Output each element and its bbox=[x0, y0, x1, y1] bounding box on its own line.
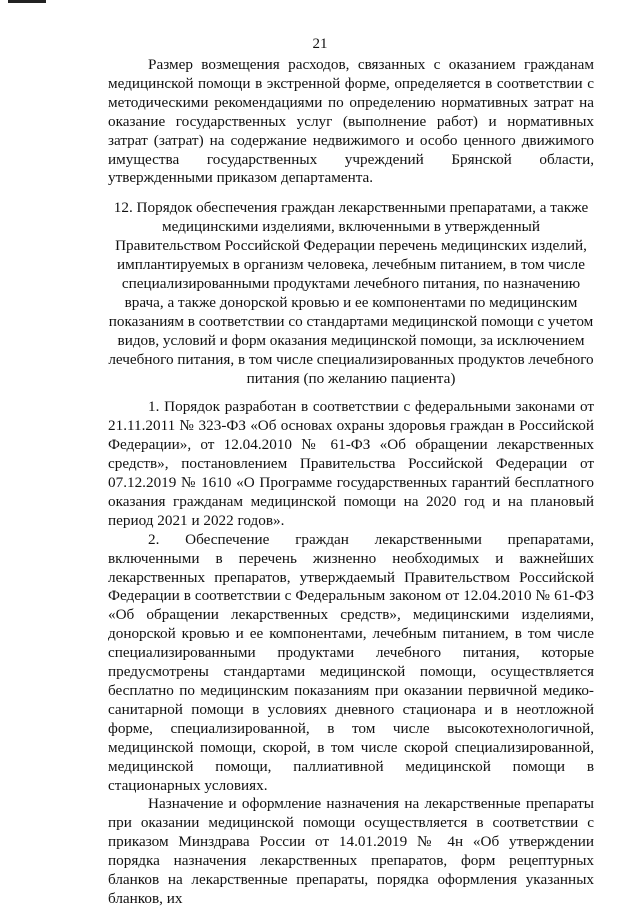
paragraph-2-provision: 2. Обеспечение граждан лекарственными препаратами, включенными в перечень жизненно необходимых и важнейших лекарственных препаратов, утверждаемый Правительством Российской Федерации в соответствии с Федеральным законом от 12.04.2010 № 61-ФЗ «Об обращении лекарственных средств», медицинскими изделиями, донорской кровью и ее компонентами, лечебным питанием, в том числе специализированными продуктами лечебного питания, которые предусмотрены стандартами медицинской помощи, осуществляется бесплатно по медицинским показаниям при оказании первичной медико-санитарной помощи в условиях дневного стационара и в неотложной форме, специализированной, в том числе высокотехнологичной, медицинской помощи, скорой, в том числе скорой специализированной, медицинской помощи, паллиативной медицинской помощи в стационарных условиях. bbox=[108, 530, 594, 794]
paragraph-prescription: Назначение и оформление назначения на лекарственные препараты при оказании медицинской помощи осуществляется в соответствии с приказом Минздрава России от 14.01.2019 № 4н «Об утверждении порядка назначения лекарственных препаратов, форм рецептурных бланков на лекарственные препараты, порядка оформления указанных бланков, их bbox=[108, 795, 594, 907]
section-heading-12: 12. Порядок обеспечения граждан лекарственными препаратами, а также медицинскими изделиями, включенными в утвержденный Правительством Российской Федерации перечень медицинских изделий, имплантируемых в организм человека, лечебным питанием, в том числе специализированными продуктами лечебного питания, по назначению врача, а также донорской кровью и ее компонентами по медицинским показаниям в соответствии со стандартами медицинской помощи с учетом видов, условий и форм оказания медицинской помощи, за исключением лечебного питания, в том числе специализированных продуктов лечебного питания (по желанию пациента) bbox=[108, 199, 594, 387]
paragraph-compensation: Размер возмещения расходов, связанных с оказанием гражданам медицинской помощи в экстренной форме, определяется в соответствии с методическими рекомендациями по определению нормативных затрат на оказание государственных услуг (выполнение работ) и нормативных затрат (затрат) на содержание недвижимого и особо ценного движимого имущества государственных учреждений Брянской области, утвержденными приказом департамента. bbox=[108, 56, 594, 187]
paragraph-1-basis: 1. Порядок разработан в соответствии с федеральными законами от 21.11.2011 № 323-ФЗ «Об основах охраны здоровья граждан в Российской Федерации», от 12.04.2010 № 61-ФЗ «Об обращении лекарственных средств», постановлением Правительства Российской Федерации от 07.12.2019 № 1610 «О Программе государственных гарантий бесплатного оказания гражданам медицинской помощи на 2020 год и на плановый период 2021 и 2022 годов». bbox=[108, 398, 594, 529]
document-body bbox=[108, 56, 594, 909]
page-number: 21 bbox=[312, 36, 328, 52]
top-edge-mark bbox=[8, 0, 46, 3]
